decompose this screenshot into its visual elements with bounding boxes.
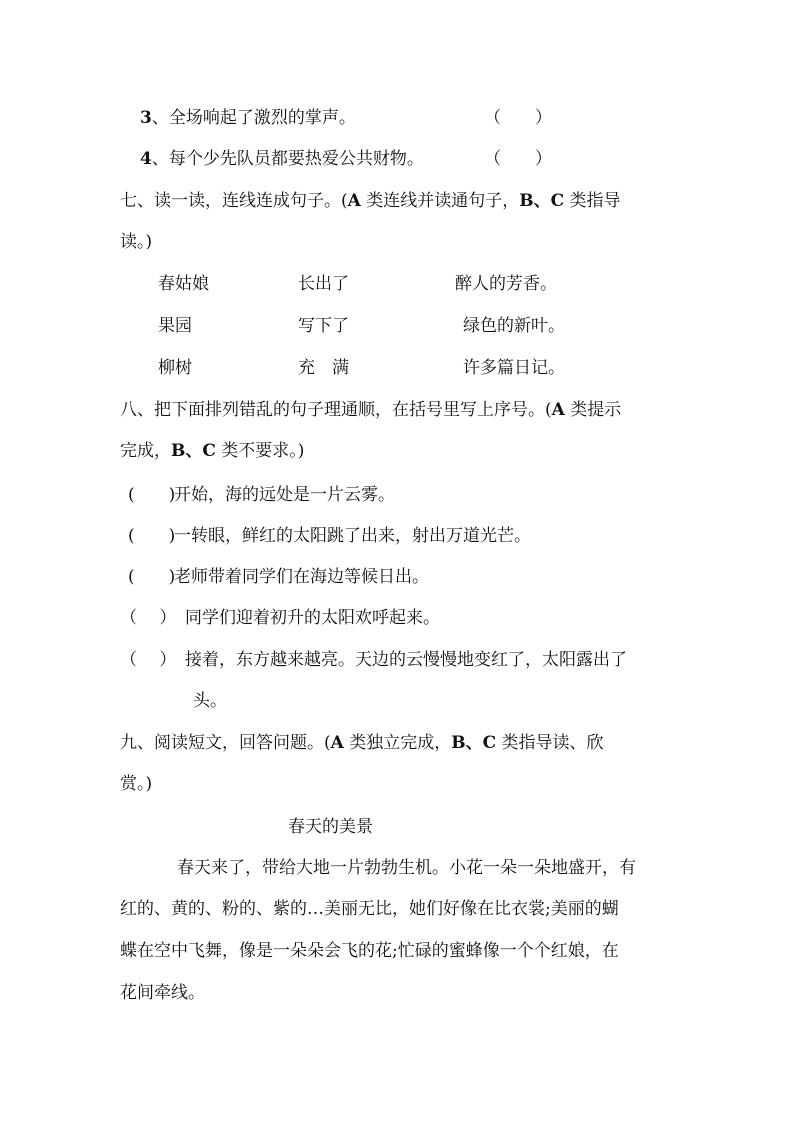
order-bracket-4[interactable]: （ ） xyxy=(120,608,177,628)
item-number: 3 xyxy=(140,108,152,128)
passage-line-3: 蝶在空中飞舞，像是一朵朵会飞的花;忙碌的蜜蜂像一个个红娘，在 xyxy=(120,941,619,961)
section-8-heading-cont xyxy=(120,439,304,463)
heading-level-bc: B、C xyxy=(451,733,497,753)
heading-level-a: A xyxy=(347,191,361,211)
heading-level-bc: B、C xyxy=(519,191,565,211)
item-text: 、全场响起了激烈的掌声。 xyxy=(151,108,356,128)
heading-text: 完成， xyxy=(120,441,171,461)
match-subject-1[interactable]: 春姑娘 xyxy=(158,274,209,294)
heading-text: 九、阅读短文，回答问题。( xyxy=(120,733,331,753)
order-sentence-3: 老师带着同学们在海边等候日出。 xyxy=(174,567,429,587)
match-verb-3[interactable]: 充 满 xyxy=(298,358,349,378)
passage-title: 春天的美景 xyxy=(288,817,373,837)
order-bracket-5[interactable]: （ ） xyxy=(120,650,177,670)
heading-text: 类指导 xyxy=(564,191,621,211)
answer-bracket-4[interactable]: （ ） xyxy=(484,149,552,169)
order-bracket-1[interactable]: ( ) xyxy=(128,485,176,505)
match-object-3[interactable]: 许多篇日记。 xyxy=(463,358,565,378)
answer-bracket-3[interactable]: （ ） xyxy=(484,108,552,128)
heading-text: 类连线并读通句子， xyxy=(360,191,520,211)
match-subject-2[interactable]: 果园 xyxy=(158,316,192,336)
section-7-heading-cont: 读。) xyxy=(120,232,153,252)
item-number: 4 xyxy=(140,149,152,169)
judge-item-4 xyxy=(140,147,424,171)
order-bracket-3[interactable]: ( ) xyxy=(128,567,176,587)
judge-item-3 xyxy=(140,106,356,130)
match-subject-3[interactable]: 柳树 xyxy=(158,358,192,378)
heading-text: 类独立完成， xyxy=(343,733,452,753)
heading-text: 八、把下面排列错乱的句子理通顺，在括号里写上序号。( xyxy=(120,400,552,420)
section-7-heading xyxy=(120,189,621,213)
passage-line-4: 花间牵线。 xyxy=(120,983,205,1003)
heading-level-bc: B、C xyxy=(171,441,216,461)
match-object-2[interactable]: 绿色的新叶。 xyxy=(463,316,565,336)
order-sentence-4: 同学们迎着初升的太阳欢呼起来。 xyxy=(185,608,440,628)
passage-line-1: 春天来了，带给大地一片勃勃生机。小花一朵一朵地盛开，有 xyxy=(177,858,636,878)
section-9-heading-cont: 赏。) xyxy=(120,774,153,794)
order-bracket-2[interactable]: ( ) xyxy=(128,526,176,546)
heading-text: 类提示 xyxy=(564,400,622,420)
match-verb-2[interactable]: 写下了 xyxy=(298,316,349,336)
heading-text: 类指导读、欣 xyxy=(496,733,604,753)
match-object-1[interactable]: 醉人的芳香。 xyxy=(455,274,557,294)
section-9-heading xyxy=(120,731,604,755)
order-sentence-5-cont: 头。 xyxy=(193,691,227,711)
heading-text: 类不要求。) xyxy=(215,441,305,461)
order-sentence-1: 开始，海的远处是一片云雾。 xyxy=(174,485,395,505)
order-sentence-5: 接着，东方越来越亮。天边的云慢慢地变红了，太阳露出了 xyxy=(185,650,627,670)
order-sentence-2: 一转眼，鲜红的太阳跳了出来，射出万道光芒。 xyxy=(174,526,531,546)
passage-line-2: 红的、黄的、粉的、紫的…美丽无比，她们好像在比衣裳;美丽的蝴 xyxy=(120,899,619,919)
section-8-heading xyxy=(120,398,621,422)
heading-level-a: A xyxy=(330,733,344,753)
item-text: 、每个少先队员都要热爱公共财物。 xyxy=(151,149,424,169)
match-verb-1[interactable]: 长出了 xyxy=(298,274,349,294)
heading-text: 七、读一读，连线连成句子。( xyxy=(120,191,348,211)
heading-level-a: A xyxy=(551,400,565,420)
